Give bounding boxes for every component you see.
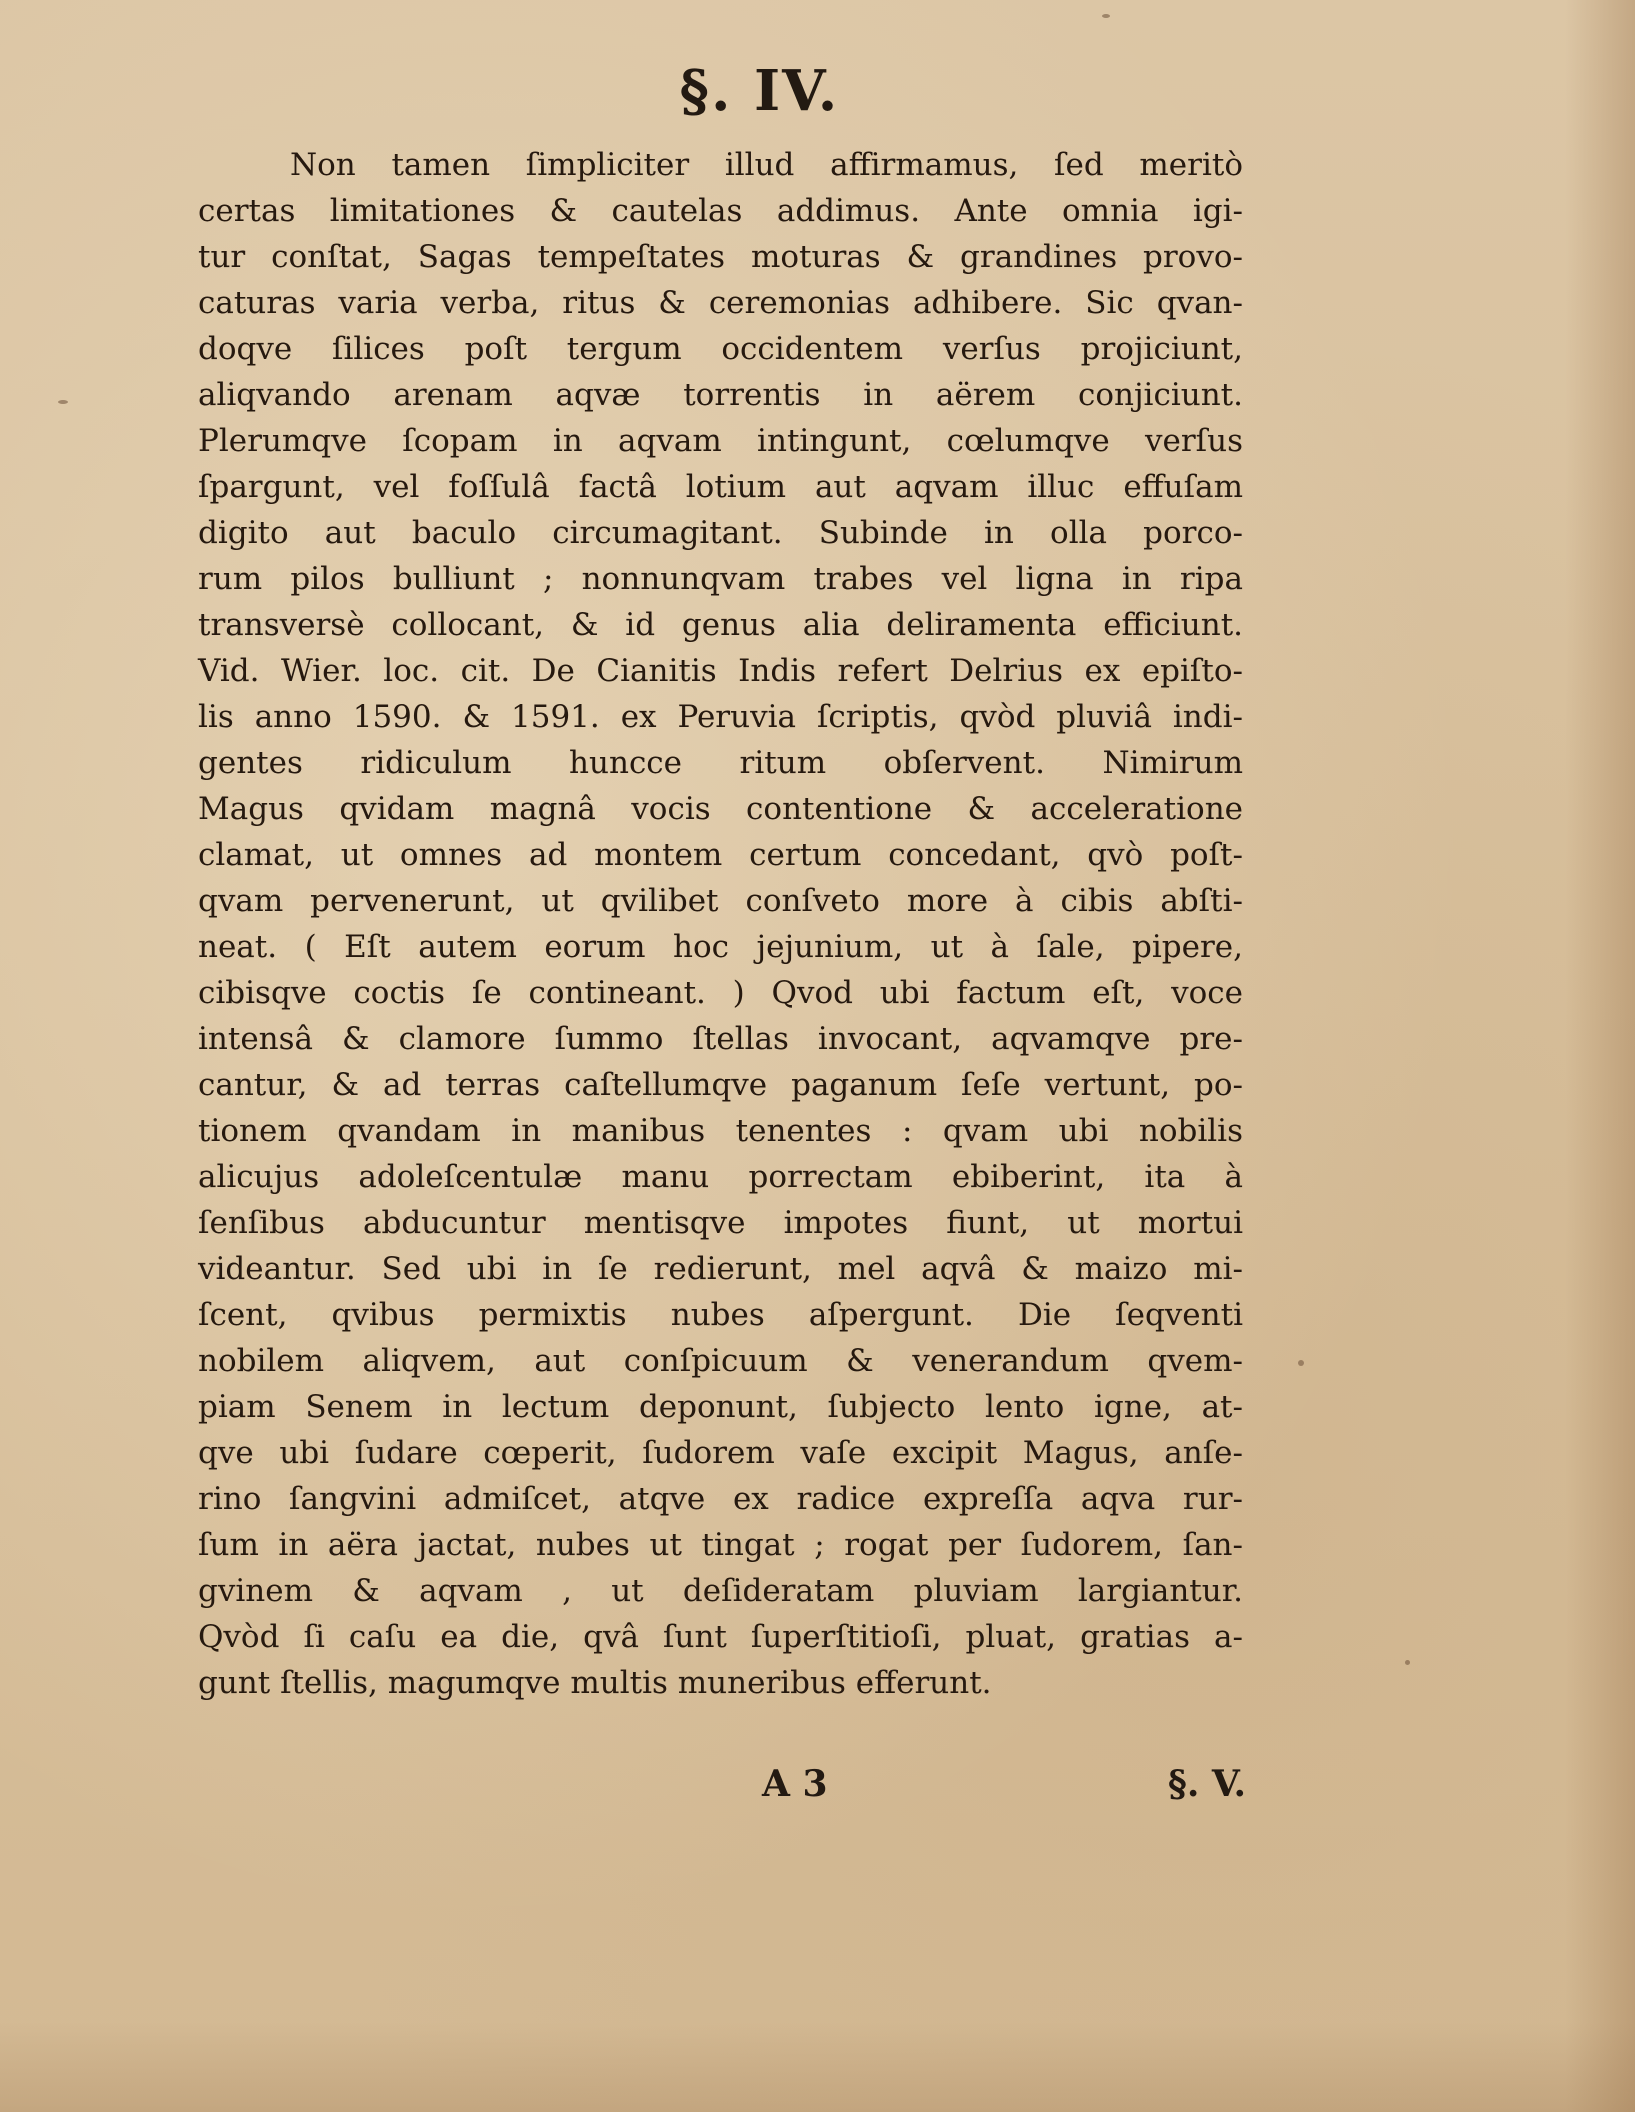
ink-speck [1298, 1360, 1304, 1366]
text-line: transversè collocant, & id genus alia deliramenta efficiunt. [198, 607, 1243, 643]
text-line: gunt ſtellis, magumqve multis muneribus efferunt. [198, 1665, 992, 1701]
text-line: doqve ſilices poſt tergum occidentem verſus projiciunt, [198, 331, 1243, 367]
text-line: caturas varia verba, ritus & ceremonias adhibere. Sic qvan- [198, 285, 1243, 321]
text-line: ſpargunt, vel foſſulâ factâ lotium aut aqvam illuc effuſam [198, 469, 1243, 505]
text-line: ſcent, qvibus permixtis nubes aſpergunt. Die ſeqventi [198, 1297, 1243, 1333]
text-line: rino ſangvini admiſcet, atqve ex radice expreſſa aqva rur- [198, 1481, 1243, 1517]
text-line: rum pilos bulliunt ; nonnunqvam trabes vel ligna in ripa [198, 561, 1243, 597]
text-line: piam Senem in lectum deponunt, ſubjecto lento igne, at- [198, 1389, 1243, 1425]
catchword: §. V. [1168, 1763, 1247, 1805]
text-line: certas limitationes & cautelas addimus. Ante omnia igi- [198, 193, 1243, 229]
text-line: neat. ( Eſt autem eorum hoc jejunium, ut à ſale, pipere, [198, 929, 1243, 965]
section-heading-text: §. IV. [679, 58, 840, 124]
text-line: cantur, & ad terras caſtellumqve paganum ſeſe vertunt, po- [198, 1067, 1243, 1103]
text-line: tionem qvandam in manibus tenentes : qvam ubi nobilis [198, 1113, 1243, 1149]
body-text [198, 142, 1243, 1706]
text-line: Qvòd ſi caſu ea die, qvâ ſunt ſuperſtitioſi, pluat, gratias a- [198, 1619, 1243, 1655]
text-line: Non tamen ſimpliciter illud affirmamus, ſed meritò [290, 147, 1243, 183]
signature-mark: A 3 [762, 1763, 828, 1805]
text-line: Vid. Wier. loc. cit. De Cianitis Indis refert Delrius ex epiſto- [198, 653, 1243, 689]
text-line: aliqvando arenam aqvæ torrentis in aërem conjiciunt. [198, 377, 1243, 413]
ink-speck [1405, 1660, 1410, 1665]
text-line: digito aut baculo circumagitant. Subinde in olla porco- [198, 515, 1243, 551]
bottom-stain [0, 2022, 1635, 2112]
text-line: ſenſibus abducuntur mentisqve impotes fiunt, ut mortui [198, 1205, 1243, 1241]
text-line: clamat, ut omnes ad montem certum concedant, qvò poſt- [198, 837, 1243, 873]
text-line: qvam pervenerunt, ut qvilibet conſveto more à cibis abſti- [198, 883, 1243, 919]
text-line: videantur. Sed ubi in ſe redierunt, mel aqvâ & maizo mi- [198, 1251, 1243, 1287]
text-line: ſum in aëra jactat, nubes ut tingat ; rogat per ſudorem, ſan- [198, 1527, 1243, 1563]
text-line: cibisqve coctis ſe contineant. ) Qvod ubi factum eſt, voce [198, 975, 1243, 1011]
text-line: lis anno 1590. & 1591. ex Peruvia ſcriptis, qvòd pluviâ indi- [198, 699, 1243, 735]
ink-speck [1102, 14, 1110, 18]
text-line: intensâ & clamore ſummo ſtellas invocant, aqvamqve pre- [198, 1021, 1243, 1057]
text-line: nobilem aliqvem, aut conſpicuum & venerandum qvem- [198, 1343, 1243, 1379]
text-line: gvinem & aqvam , ut deſideratam pluviam largiantur. [198, 1573, 1243, 1609]
text-line: Magus qvidam magnâ vocis contentione & acceleratione [198, 791, 1243, 827]
text-line: Plerumqve ſcopam in aqvam intingunt, cœlumqve verſus [198, 423, 1243, 459]
text-line: gentes ridiculum huncce ritum obſervent. Nimirum [198, 745, 1243, 781]
text-line: tur conſtat, Sagas tempeſtates moturas & grandines provo- [198, 239, 1243, 275]
edge-stain [1565, 0, 1635, 2112]
ink-speck [58, 400, 68, 404]
text-line: qve ubi ſudare cœperit, ſudorem vaſe excipit Magus, anſe- [198, 1435, 1243, 1471]
text-line: alicujus adoleſcentulæ manu porrectam ebiberint, ita à [198, 1159, 1243, 1195]
section-heading [0, 58, 1635, 124]
